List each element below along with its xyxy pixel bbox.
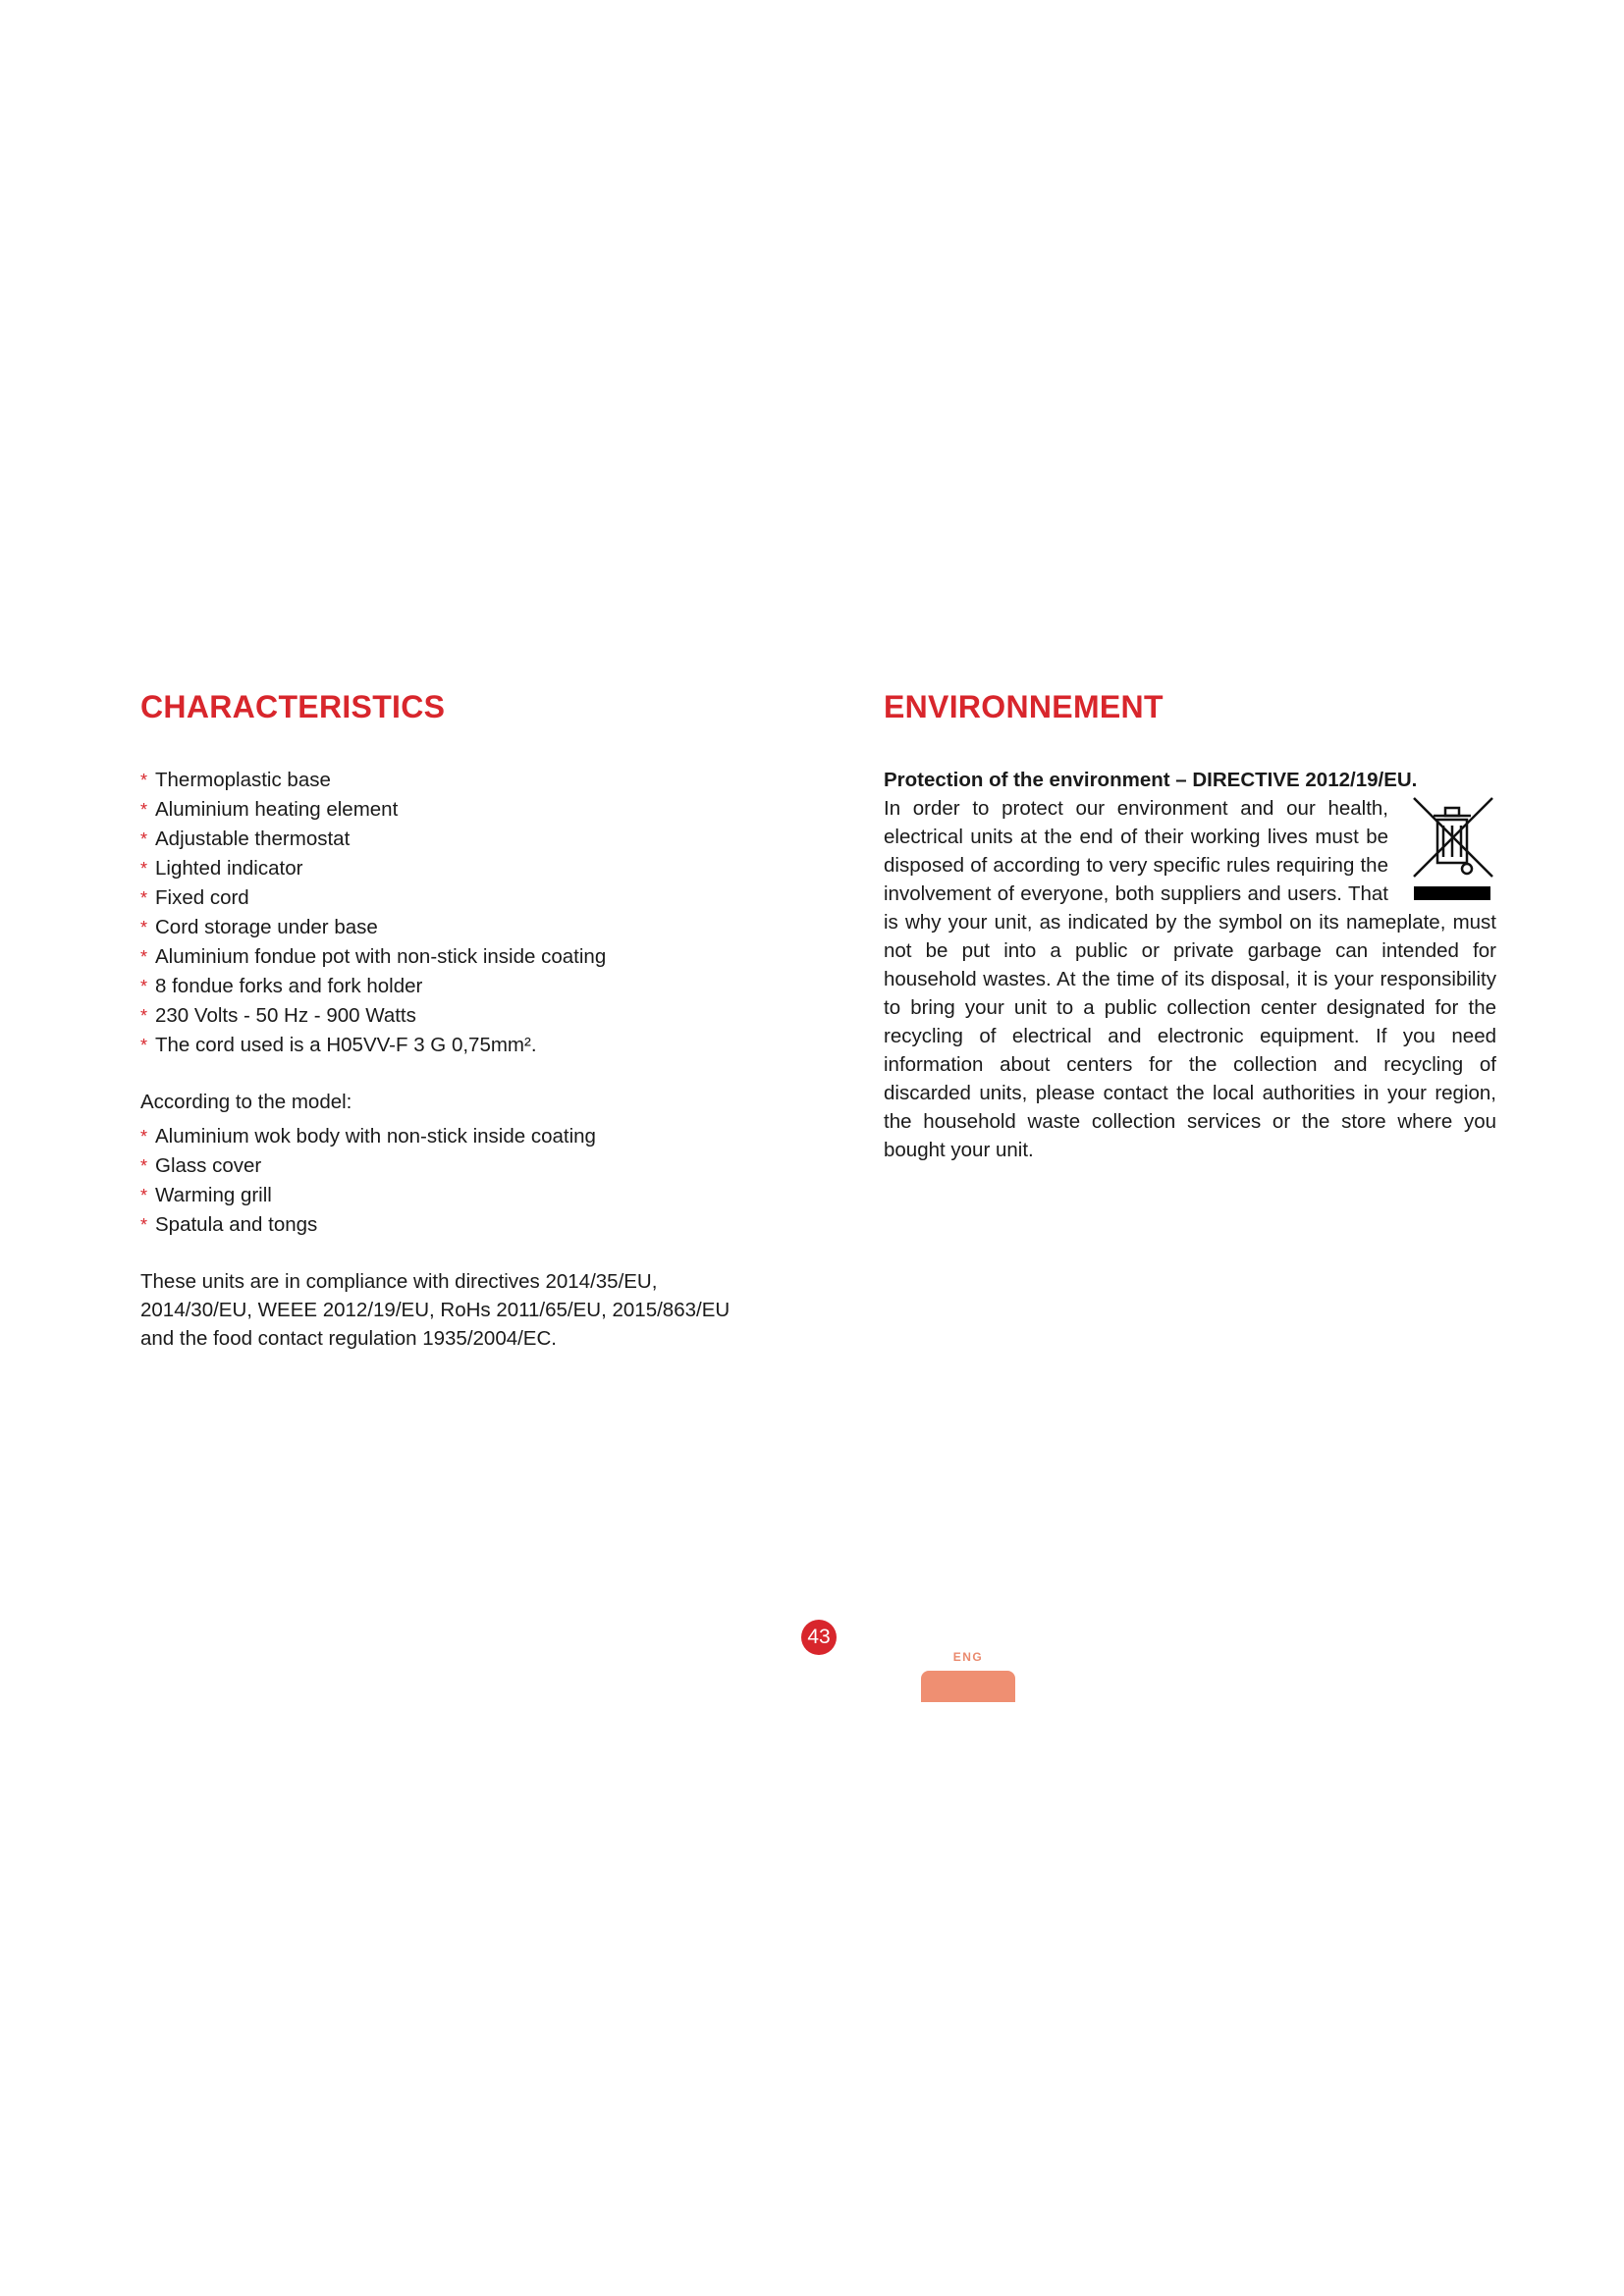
characteristics-title: CHARACTERISTICS	[140, 689, 446, 724]
list-item: * 8 fondue forks and fork holder	[140, 972, 769, 1001]
list-item: * Aluminium fondue pot with non-stick inside coating	[140, 942, 769, 972]
page-number-badge: 43	[801, 1620, 837, 1655]
list-item: * Lighted indicator	[140, 854, 769, 883]
environment-section	[884, 687, 1496, 1164]
star-bullet-icon: *	[140, 1036, 148, 1055]
list-item: * Aluminium heating element	[140, 795, 769, 825]
list-item: * 230 Volts - 50 Hz - 900 Watts	[140, 1001, 769, 1031]
list-item: * Aluminium wok body with non-stick inside coating	[140, 1122, 769, 1151]
star-bullet-icon: *	[140, 800, 148, 820]
star-bullet-icon: *	[140, 1127, 148, 1147]
list-item: * Fixed cord	[140, 883, 769, 913]
star-bullet-icon: *	[140, 977, 148, 996]
language-tab	[921, 1671, 1015, 1702]
characteristics-section	[140, 687, 769, 1373]
list-item: * Warming grill	[140, 1181, 769, 1210]
star-bullet-icon: *	[140, 1006, 148, 1026]
list-item: * Adjustable thermostat	[140, 825, 769, 854]
compliance-text: These units are in compliance with directives 2014/35/EU, 2014/30/EU, WEEE 2012/19/EU, RoHs 2011/65/EU, 2015/863/EU and the food contact regulation 1935/2004/EC.	[140, 1270, 731, 1350]
environment-body: In order to protect our environment and our health, electrical units at the end of their working lives must be disposed of according to very specific rules requiring the involvement of everyone, both suppliers and users. That is why your unit, as indicated by the symbol on its nameplate, must not be put into a public or private garbage can intended for household wastes. At the time of its disposal, it is your responsibility to bring your unit to a public collection center designated for the recycling of electrical and electronic equipment. If you need information about centers for the collection and recycling of discarded units, please contact the local authorities in your region, the household waste collection services or the store where you bought your unit.	[884, 797, 1496, 1161]
list-item: * Glass cover	[140, 1151, 769, 1181]
star-bullet-icon: *	[140, 771, 148, 790]
environment-heading: Protection of the environment – DIRECTIVE 2012/19/EU.	[884, 769, 1418, 791]
star-bullet-icon: *	[140, 1186, 148, 1205]
wheelie-bin-svg	[1410, 794, 1496, 882]
star-bullet-icon: *	[140, 947, 148, 967]
language-label: ENG	[952, 1650, 984, 1664]
star-bullet-icon: *	[140, 918, 148, 937]
weee-black-bar	[1414, 886, 1490, 900]
star-bullet-icon: *	[140, 829, 148, 849]
star-bullet-icon: *	[140, 1215, 148, 1235]
environment-title: ENVIRONNEMENT	[884, 689, 1164, 724]
star-bullet-icon: *	[140, 1156, 148, 1176]
list-item: * Thermoplastic base	[140, 766, 769, 795]
list-item: * The cord used is a H05VV-F 3 G 0,75mm².	[140, 1031, 769, 1060]
crossed-out-wheelie-bin-icon	[1410, 794, 1496, 902]
characteristics-list	[140, 766, 769, 1060]
model-heading: According to the model:	[140, 1091, 352, 1113]
list-item: * Spatula and tongs	[140, 1210, 769, 1240]
star-bullet-icon: *	[140, 859, 148, 879]
star-bullet-icon: *	[140, 888, 148, 908]
list-item: * Cord storage under base	[140, 913, 769, 942]
model-list	[140, 1122, 769, 1240]
